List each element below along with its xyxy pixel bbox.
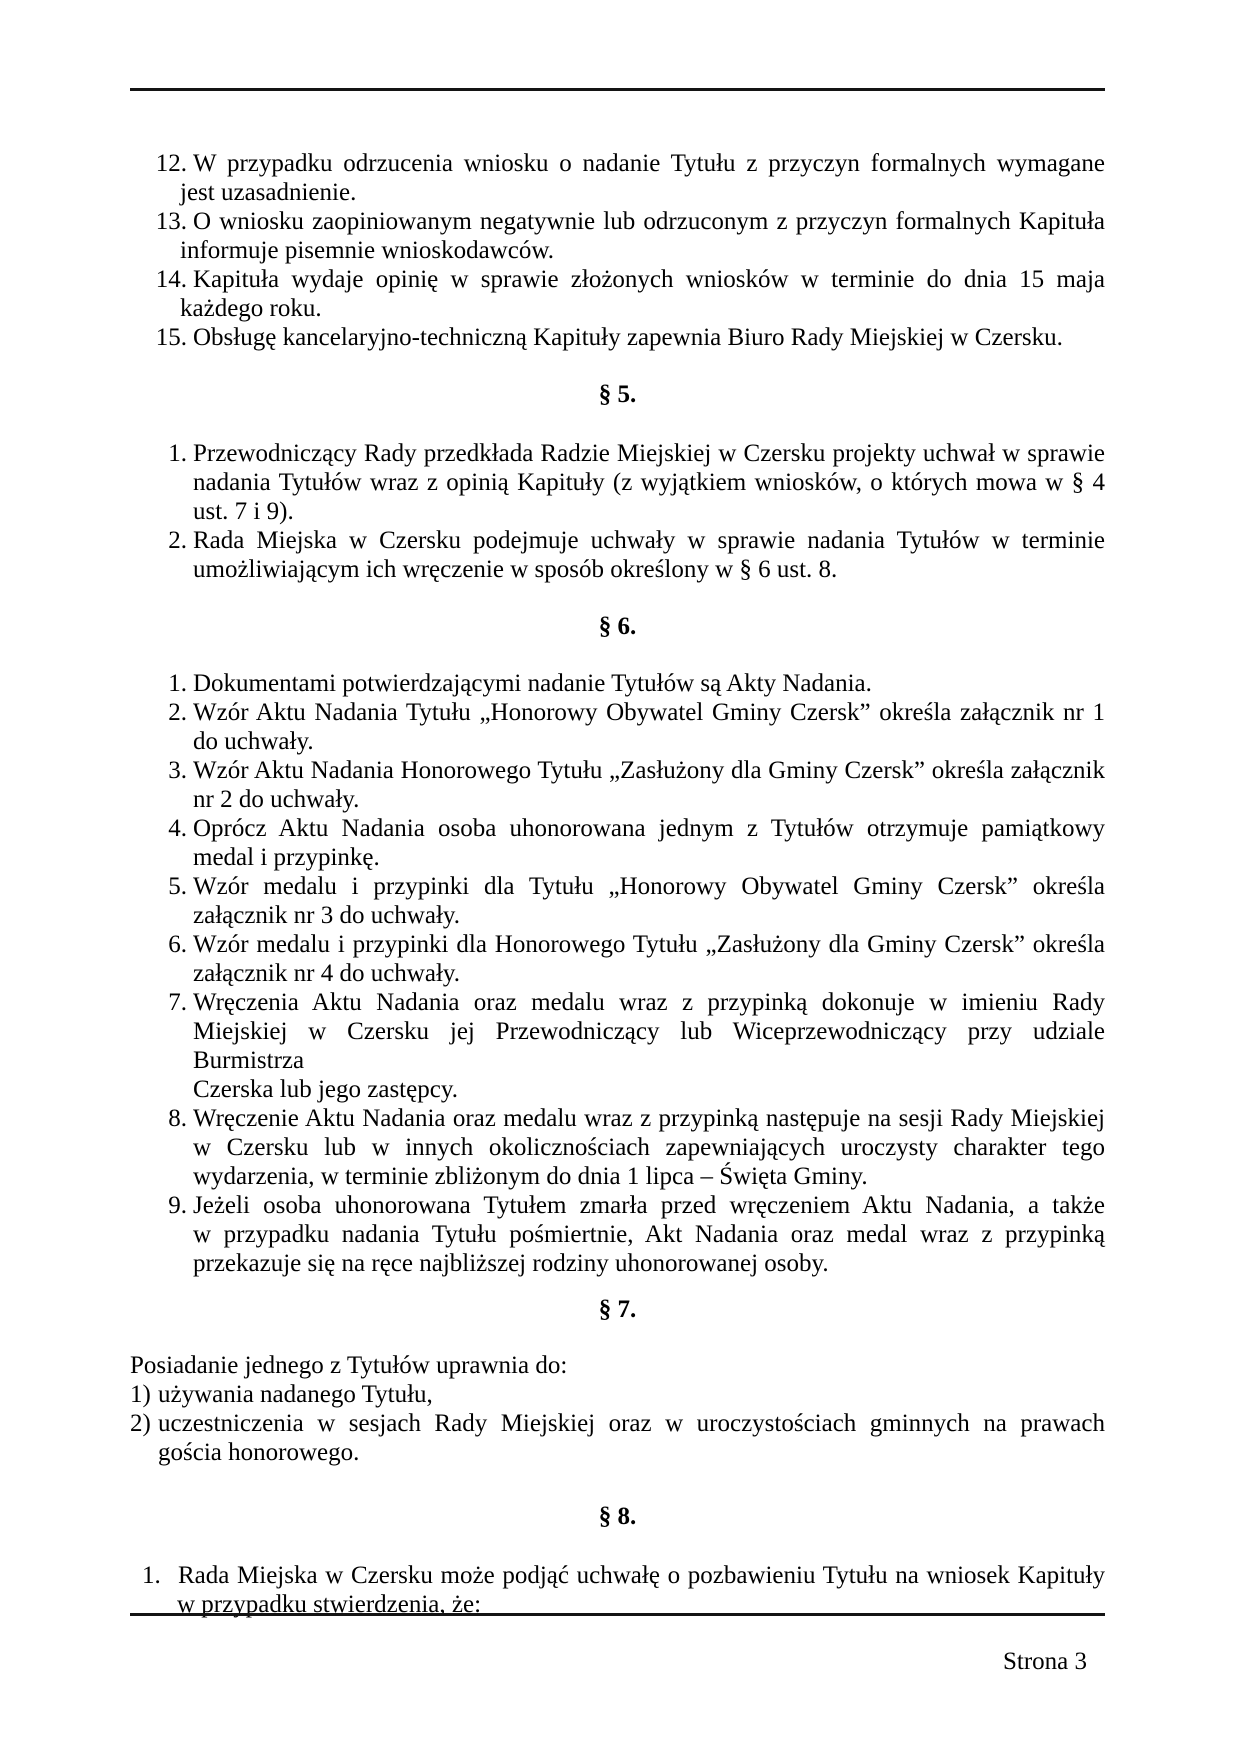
text-line: ust. 7 i 9). [193, 498, 294, 525]
text-line: W przypadku odrzucenia wniosku o nadanie Tytułu z przyczyn formalnych wymagane [193, 150, 1105, 177]
text-line: jest uzasadnienie. [180, 179, 357, 206]
list-marker: 14. [155, 266, 187, 293]
list-marker: 8. [168, 1105, 187, 1132]
list [130, 1380, 1105, 1467]
list-item [130, 930, 1105, 988]
text-line: Rada Miejska w Czersku podejmuje uchwały w sprawie nadania Tytułów w terminie [193, 527, 1105, 554]
section-heading: § 6. [598, 613, 637, 640]
document-body [130, 149, 1105, 1619]
section-heading: § 5. [598, 381, 637, 408]
list-marker: 1. [142, 1562, 161, 1589]
text-line: w Czersku lub w innych okolicznościach zapewniających uroczysty charakter tego [193, 1134, 1105, 1161]
text-line: nr 2 do uchwały. [193, 786, 360, 813]
list-marker: 1. [168, 670, 187, 697]
section-heading: § 7. [598, 1296, 637, 1323]
text-line: w przypadku nadania Tytułu pośmiertnie, Akt Nadania oraz medal wraz z przypinką [193, 1221, 1105, 1248]
list-marker: 1. [168, 440, 187, 467]
text-line: używania nadanego Tytułu, [158, 1381, 433, 1408]
text-line: Obsługę kancelaryjno-techniczną Kapituły zapewnia Biuro Rady Miejskiej w Czersku. [193, 324, 1063, 351]
list-item [130, 439, 1105, 526]
text-line: Wzór Aktu Nadania Honorowego Tytułu „Zasłużony dla Gminy Czersk” określa załącznik [193, 757, 1105, 784]
list-marker: 5. [168, 873, 187, 900]
text-line: wydarzenia, w terminie zbliżonym do dnia 1 lipca – Święta Gminy. [193, 1163, 868, 1190]
list-marker: 15. [155, 324, 187, 351]
list-marker: 6. [168, 931, 187, 958]
text-line: Wzór medalu i przypinki dla Honorowego Tytułu „Zasłużony dla Gminy Czersk” określa [193, 931, 1105, 958]
text-line: każdego roku. [180, 295, 322, 322]
list-item [130, 1104, 1105, 1191]
list-marker: 2) [130, 1410, 151, 1437]
text-line: Rada Miejska w Czersku może podjąć uchwałę o pozbawieniu Tytułu na wniosek Kapituły [178, 1562, 1105, 1589]
text-line: przekazuje się na ręce najbliższej rodziny uhonorowanej osoby. [193, 1250, 829, 1277]
text-line: medal i przypinkę. [193, 844, 380, 871]
list-marker: 7. [168, 989, 187, 1016]
page-number: Strona 3 [1002, 1648, 1087, 1675]
text-line: nadania Tytułów wraz z opinią Kapituły (z wyjątkiem wniosków, o których mowa w § 4 [193, 469, 1105, 496]
text-line: Dokumentami potwierdzającymi nadanie Tytułów są Akty Nadania. [193, 670, 872, 697]
list-marker: 13. [155, 208, 187, 235]
text-line: Oprócz Aktu Nadania osoba uhonorowana jednym z Tytułów otrzymuje pamiątkowy [193, 815, 1105, 842]
list-item [130, 1561, 1105, 1619]
list-item [130, 1380, 1105, 1409]
list-item [130, 1409, 1105, 1467]
text-line: w przypadku stwierdzenia, że: [177, 1591, 482, 1618]
text-line: Jeżeli osoba uhonorowana Tytułem zmarła przed wręczeniem Aktu Nadania, a także [193, 1192, 1105, 1219]
text-line: Miejskiej w Czersku jej Przewodniczący lub Wiceprzewodniczący przy udziale Burmistrza [193, 1018, 1105, 1074]
list-marker: 9. [168, 1192, 187, 1219]
list-item [130, 265, 1105, 323]
text-line: Wzór medalu i przypinki dla Tytułu „Honorowy Obywatel Gminy Czersk” określa [193, 873, 1105, 900]
list-item [130, 988, 1105, 1104]
list-item [130, 207, 1105, 265]
list [130, 1561, 1105, 1619]
text-line: Wręczenie Aktu Nadania oraz medalu wraz z przypinką następuje na sesji Rady Miejskiej [193, 1105, 1105, 1132]
list-marker: 2. [168, 527, 187, 554]
paragraph [130, 1351, 1105, 1380]
list-marker: 12. [155, 150, 187, 177]
list-marker: 4. [168, 815, 187, 842]
text-line: Kapituła wydaje opinię w sprawie złożonych wniosków w terminie do dnia 15 maja [193, 266, 1105, 293]
list-marker: 2. [168, 699, 187, 726]
text-line: załącznik nr 3 do uchwały. [193, 902, 461, 929]
text-line: Wzór Aktu Nadania Tytułu „Honorowy Obywatel Gminy Czersk” określa załącznik nr 1 [193, 699, 1105, 726]
list-marker: 3. [168, 757, 187, 784]
list-item [130, 872, 1105, 930]
list [130, 439, 1105, 584]
list-item [130, 669, 1105, 698]
text-line: Przewodniczący Rady przedkłada Radzie Miejskiej w Czersku projekty uchwał w sprawie [193, 440, 1105, 467]
list-item [130, 814, 1105, 872]
list-item [130, 756, 1105, 814]
text-line: załącznik nr 4 do uchwały. [193, 960, 461, 987]
section-heading: § 8. [598, 1503, 637, 1530]
list-item [130, 149, 1105, 207]
text-line: Posiadanie jednego z Tytułów uprawnia do: [130, 1352, 568, 1379]
text-line: informuje pisemnie wnioskodawców. [180, 237, 554, 264]
text-line: uczestniczenia w sesjach Rady Miejskiej oraz w uroczystościach gminnych na prawach [158, 1410, 1105, 1437]
page-footer [130, 1647, 1087, 1676]
list-item [130, 323, 1105, 352]
header-rule [130, 88, 1105, 91]
list-marker: 1) [130, 1381, 151, 1408]
text-line: gościa honorowego. [158, 1439, 360, 1466]
list [130, 149, 1105, 352]
text-line: Wręczenia Aktu Nadania oraz medalu wraz z przypinką dokonuje w imieniu Rady [193, 989, 1105, 1016]
text-line: O wniosku zaopiniowanym negatywnie lub odrzuconym z przyczyn formalnych Kapituła [193, 208, 1105, 235]
text-line: umożliwiającym ich wręczenie w sposób określony w § 6 ust. 8. [193, 556, 838, 583]
text-line: do uchwały. [193, 728, 314, 755]
list-item [130, 526, 1105, 584]
list-item [130, 698, 1105, 756]
list [130, 669, 1105, 1278]
text-line: Czerska lub jego zastępcy. [193, 1076, 458, 1103]
footer-rule [130, 1613, 1105, 1616]
list-item [130, 1191, 1105, 1278]
